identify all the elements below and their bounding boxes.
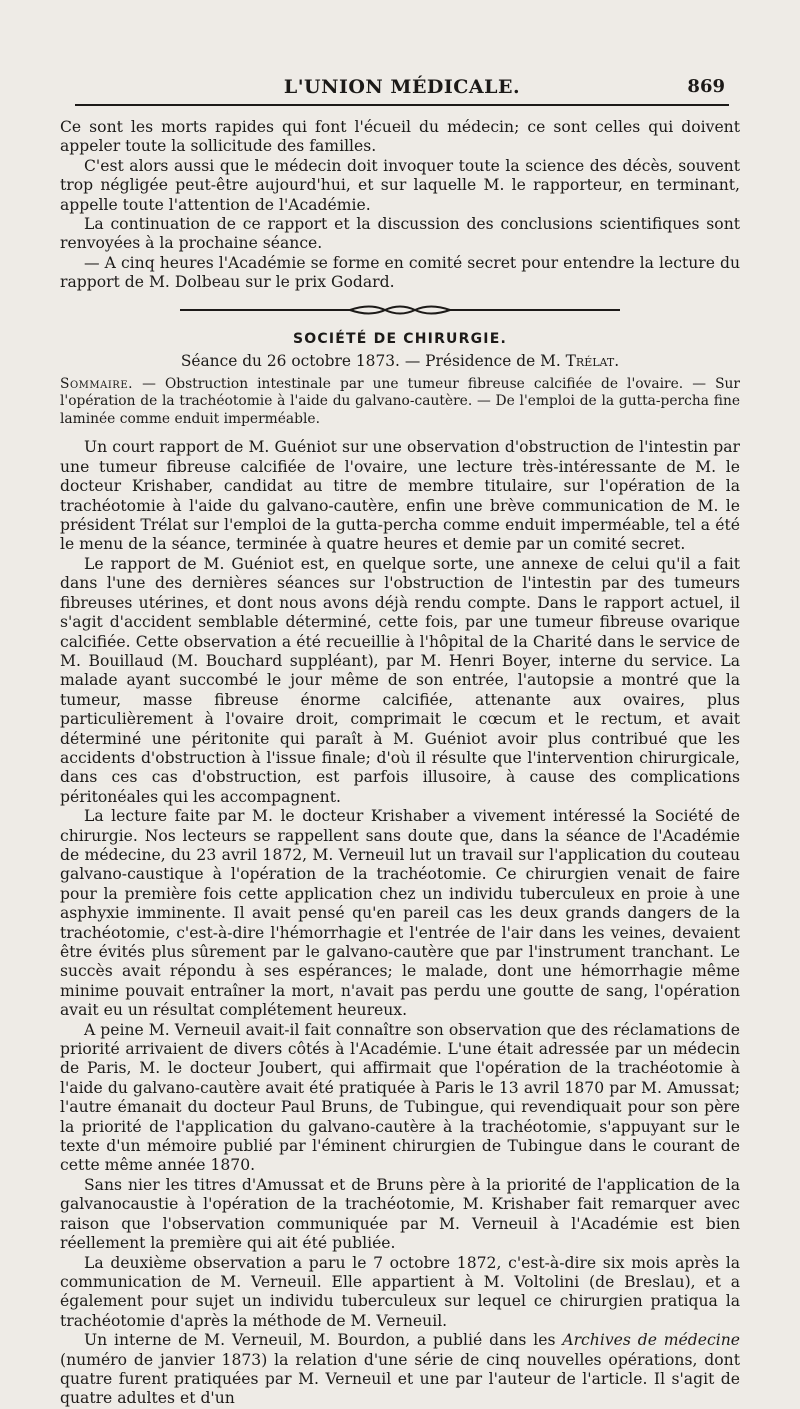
paragraph: C'est alors aussi que le médecin doit invoquer toute la science des décès, souvent trop négligée peut-être aujourd'hui, et sur laquelle M. le rapporteur, en terminant, appelle toute l'attention de l'Académie. — [60, 156, 740, 214]
seance-prefix: Séance du 26 octobre 1873. — Présidence de M. — [180, 351, 561, 370]
paragraph-text: Un interne de M. Verneuil, M. Bourdon, a publié dans les — [84, 1331, 556, 1350]
ornamental-separator — [60, 293, 740, 327]
paragraph: Sans nier les titres d'Amussat et de Bruns père à la priorité de l'application de la galvanocaustie à l'opération de la trachéotomie, M. Krishaber fait remarquer avec raison que l'observation communiquée par M. Verneuil à l'Académie est bien réellement la première qui ait été publiée. — [60, 1175, 740, 1253]
sommaire-label: Sommaire. — [60, 375, 134, 392]
page-number: 869 — [687, 76, 725, 97]
paragraph: A peine M. Verneuil avait-il fait connaître son observation que des réclamations de priorité arrivaient de divers côtés à l'Académie. L'une était adressée par un médecin de Paris, M. le docteur Joubert, qui affirmait que l'opération de la trachéotomie à l'aide du galvano-cautère avait été pratiquée à Paris le 13 avril 1870 par M. Amussat; l'autre émanait du docteur Paul Bruns, de Tubingue, qui revendiquait pour son père la priorité de l'application du galvano-cautère à la trachéotomie, s'appuyant sur le texte d'un mémoire publié par l'éminent chirurgien de Tubingue dans le courant de cette même année 1870. — [60, 1020, 740, 1175]
article-body — [60, 118, 740, 1409]
journal-title: L'UNION MÉDICALE. — [283, 76, 521, 98]
section-title: SOCIÉTÉ DE CHIRURGIE. — [293, 330, 507, 347]
sommaire — [60, 376, 740, 429]
president-name: Trélat. — [565, 351, 620, 370]
journal-reference: Archives de médecine — [562, 1331, 740, 1350]
paragraph — [60, 1331, 740, 1409]
paragraph: La lecture faite par M. le docteur Krishaber a vivement intéressé la Société de chirurgie. Nos lecteurs se rappellent sans doute que, dans la séance de l'Académie de médecine, du 23 avril 1872, M. Verneuil lut un travail sur l'application du couteau galvano-caustique à l'opération de la trachéotomie. Ce chirurgien venait de faire pour la première fois cette application chez un individu tuberculeux en proie à une asphyxie imminente. Il avait pensé qu'en pareil cas les deux grands dangers de la trachéotomie, c'est-à-dire l'hémorrhagie et l'entrée de l'air dans les veines, devaient être évités plus sûrement par le galvano-cautère que par l'instrument tranchant. Le succès avait répondu à ses espérances; le malade, dont une hémorrhagie même minime pouvait entraîner la mort, n'avait pas perdu une goutte de sang, l'opération avait eu un résultat complétement heureux. — [60, 807, 740, 1020]
running-header — [75, 74, 729, 106]
sommaire-text: — Obstruction intestinale par une tumeur fibreuse calcifiée de l'ovaire. — Sur l'opération de la trachéotomie à l'aide du galvano-cautère. — De l'emploi de la gutta-percha fine laminée comme enduit imperméable. — [60, 375, 740, 427]
seance-line — [60, 351, 740, 372]
paragraph: Le rapport de M. Guéniot est, en quelque sorte, une annexe de celui qu'il a fait dans l'une des dernières séances sur l'obstruction de l'intestin par des tumeurs fibreuses utérines, et dont nous avons déjà rendu compte. Dans le rapport actuel, il s'agit d'accident semblable déterminé, cette fois, par une tumeur fibreuse ovarique calcifiée. Cette observation a été recueillie à l'hôpital de la Charité dans le service de M. Bouillaud (M. Bouchard suppléant), par M. Henri Boyer, interne du service. La malade ayant succombé le jour même de son entrée, l'autopsie a montré que la tumeur, masse fibreuse énorme calcifiée, attenante aux ovaires, plus particulièrement à l'ovaire droit, comprimait le cœcum et le rectum, et avait déterminé une péritonite qui paraît à M. Guéniot avoir plus contribué que les accidents d'obstruction à l'issue finale; d'où il résulte que l'intervention chirurgicale, dans ces cas d'obstruction, est parfois illusoire, à cause des complications péritonéales qui les accompagnent. — [60, 554, 740, 806]
paragraph: Un court rapport de M. Guéniot sur une observation d'obstruction de l'intestin par une tumeur fibreuse calcifiée de l'ovaire, une lecture très-intéressante de M. le docteur Krishaber, candidat au titre de membre titulaire, sur l'opération de la trachéotomie à l'aide du galvano-cautère, enfin une brève communication de M. le président Trélat sur l'emploi de la gutta-percha comme enduit imperméable, tel a été le menu de la séance, terminée à quatre heures et demie par un comité secret. — [60, 438, 740, 554]
paragraph: La deuxième observation a paru le 7 octobre 1872, c'est-à-dire six mois après la communication de M. Verneuil. Elle appartient à M. Voltolini (de Breslau), et a également pour sujet un individu tuberculeux sur lequel ce chirurgien pratiqua la trachéotomie d'après la méthode de M. Verneuil. — [60, 1253, 740, 1330]
paragraph: La continuation de ce rapport et la discussion des conclusions scientifiques sont renvoyées à la prochaine séance. — [60, 215, 740, 253]
paragraph-text: (numéro de janvier 1873) la relation d'une série de cinq nouvelles opérations, dont quatre furent pratiquées par M. Verneuil et une par l'auteur de l'article. Il s'agit de quatre adultes et d'un — [60, 1350, 740, 1408]
paragraph: Ce sont les morts rapides qui font l'écueil du médecin; ce sont celles qui doivent appeler toute la sollicitude des familles. — [60, 118, 740, 156]
ornament-icon — [180, 303, 620, 317]
paragraph: — A cinq heures l'Académie se forme en comité secret pour entendre la lecture du rapport de M. Dolbeau sur le prix Godard. — [60, 253, 740, 292]
